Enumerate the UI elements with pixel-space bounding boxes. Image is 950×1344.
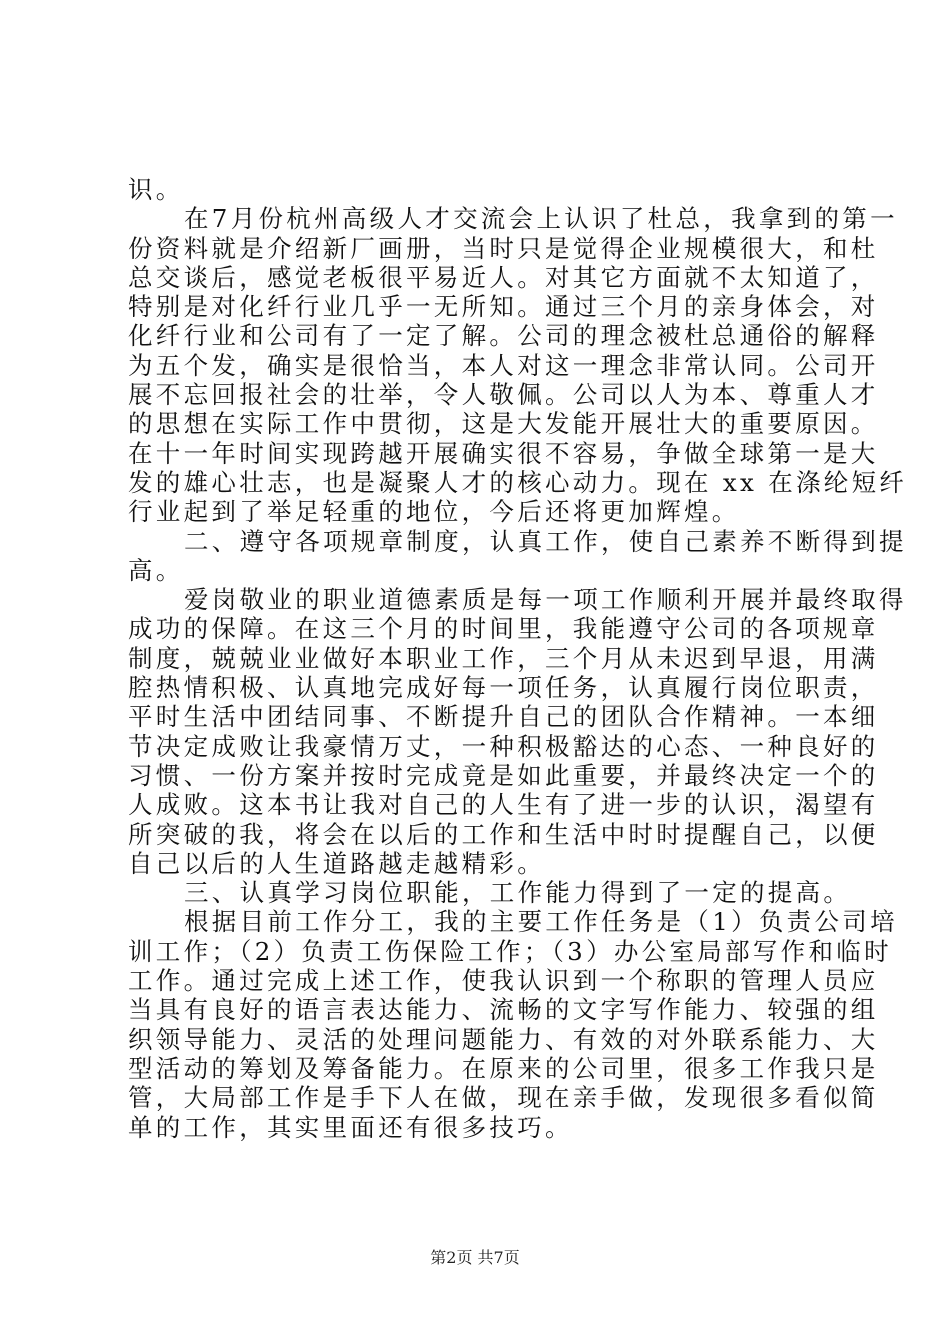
page-footer: 第2页 共7页: [430, 1248, 520, 1267]
text-line: 份资料就是介绍新厂画册，当时只是觉得企业规模很大，和杜: [128, 233, 879, 263]
text-line: 管，大局部工作是手下人在做，现在亲手做，发现很多看似简: [128, 1083, 879, 1113]
text-line: 识。: [128, 175, 184, 204]
text-line: 腔热情积极、认真地完成好每一项任务，认真履行岗位职责，: [128, 673, 879, 703]
text-line: 发的雄心壮志，也是凝聚人才的核心动力。现在 xx 在涤纶短纤: [128, 467, 908, 497]
text-line: 二、遵守各项规章制度，认真工作，使自己素养不断得到提: [184, 526, 907, 556]
text-line: 当具有良好的语言表达能力、流畅的文字写作能力、较强的组: [128, 995, 879, 1025]
text-line: 爱岗敬业的职业道德素质是每一项工作顺利开展并最终取得: [184, 585, 907, 615]
text-line: 特别是对化纤行业几乎一无所知。通过三个月的亲身体会，对: [128, 292, 879, 322]
text-line: 织领导能力、灵活的处理问题能力、有效的对外联系能力、大: [128, 1024, 879, 1054]
text-line: 为五个发，确实是很恰当，本人对这一理念非常认同。公司开: [128, 350, 879, 380]
text-line: 总交谈后，感觉老板很平易近人。对其它方面就不太知道了，: [128, 262, 879, 292]
text-line: 人成败。这本书让我对自己的人生有了进一步的认识，渴望有: [128, 790, 879, 820]
text-line: 训工作；（2）负责工伤保险工作；（3）办公室局部写作和临时: [128, 936, 892, 966]
text-line: 高。: [128, 555, 184, 585]
text-line: 节决定成败让我豪情万丈，一种积极豁达的心态、一种良好的: [128, 731, 879, 761]
text-line: 制度，兢兢业业做好本职业工作，三个月从未迟到早退，用满: [128, 643, 879, 673]
text-line: 自己以后的人生道路越走越精彩。: [128, 848, 545, 878]
text-line: 单的工作，其实里面还有很多技巧。: [128, 1112, 573, 1142]
text-line: 工作。通过完成上述工作，使我认识到一个称职的管理人员应: [128, 966, 879, 996]
text-line: 的思想在实际工作中贯彻，这是大发能开展壮大的重要原因。: [128, 409, 879, 439]
text-line: 所突破的我，将会在以后的工作和生活中时时提醒自己，以便: [128, 819, 879, 849]
text-line: 习惯、一份方案并按时完成竟是如此重要，并最终决定一个的: [128, 760, 879, 790]
document-body: [128, 175, 908, 1142]
text-line: 根据目前工作分工，我的主要工作任务是（1）负责公司培: [184, 907, 898, 937]
text-line: 型活动的筹划及筹备能力。在原来的公司里，很多工作我只是: [128, 1053, 879, 1083]
text-line: 成功的保障。在这三个月的时间里，我能遵守公司的各项规章: [128, 614, 879, 644]
text-line: 在7月份杭州高级人才交流会上认识了杜总，我拿到的第一: [184, 204, 898, 234]
text-line: 三、认真学习岗位职能，工作能力得到了一定的提高。: [184, 878, 852, 908]
text-line: 展不忘回报社会的壮举，令人敬佩。公司以人为本、尊重人才: [128, 380, 879, 410]
text-line: 平时生活中团结同事、不断提升自己的团队合作精神。一本细: [128, 702, 879, 732]
text-line: 在十一年时间实现跨越开展确实很不容易，争做全球第一是大: [128, 438, 879, 468]
text-line: 行业起到了举足轻重的地位，今后还将更加辉煌。: [128, 497, 740, 527]
text-line: 化纤行业和公司有了一定了解。公司的理念被杜总通俗的解释: [128, 321, 879, 351]
